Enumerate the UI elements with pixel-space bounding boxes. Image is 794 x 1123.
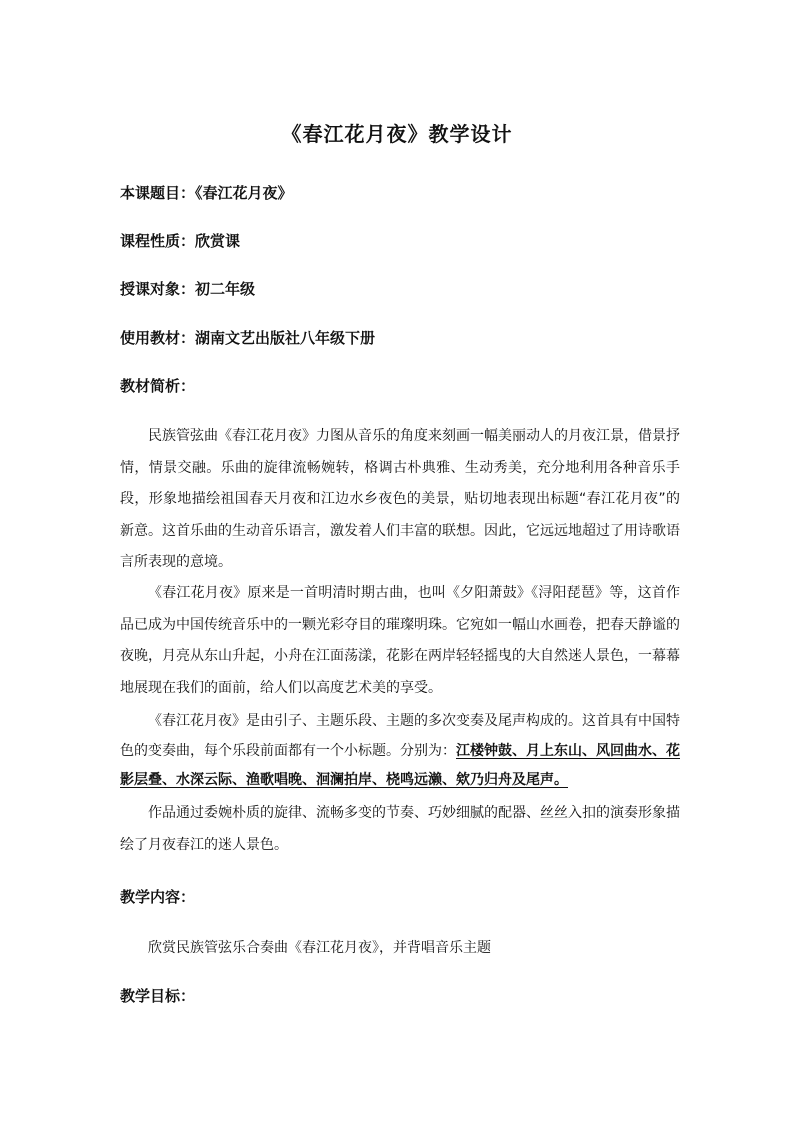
paragraph-3-intro: 《春江花月夜》是由引子、主题乐段、主题的多次变奏及尾声构成的。这首具有中国特色的变奏曲，每个乐段前面都有一个小标题。分别为： — [120, 713, 680, 759]
field-textbook-label: 使用教材： — [120, 329, 196, 347]
field-topic-value: 《春江花月夜》 — [195, 184, 293, 202]
field-course-type-value: 欣赏课 — [195, 232, 241, 250]
analysis-paragraph-1: 民族管弦曲《春江花月夜》力图从音乐的角度来刻画一幅美丽动人的月夜江景，借景抒情，情景交融。乐曲的旋律流畅婉转，格调古朴典雅、生动秀美，充分地利用各种音乐手段，形象地描绘祖国春天月夜和江边水乡夜色的美景，贴切地表现出标题“春江花月夜”的新意。这首乐曲的生动音乐语言，激发着人们丰富的联想。因此，它远远地超过了用诗歌语言所表现的意境。 — [120, 428, 680, 570]
goals-heading: 教学目标： — [120, 987, 196, 1005]
analysis-heading: 教材简析： — [120, 377, 196, 395]
content-text: 欣赏民族管弦乐合奏曲《春江花月夜》，并背唱音乐主题 — [148, 940, 491, 956]
analysis-paragraph-4: 作品通过委婉朴质的旋律、流畅多变的节奏、巧妙细腻的配器、丝丝入扣的演奏形象描绘了月夜春江的迷人景色。 — [120, 805, 680, 853]
document-title: 《春江花月夜》教学设计 — [281, 122, 513, 146]
field-audience-label: 授课对象： — [120, 280, 196, 298]
content-heading: 教学内容： — [120, 888, 196, 906]
field-topic — [120, 182, 293, 203]
field-audience — [120, 278, 255, 299]
field-course-type — [120, 230, 240, 251]
field-textbook — [120, 327, 375, 348]
field-course-type-label: 课程性质： — [120, 232, 196, 250]
field-textbook-value: 湖南文艺出版社八年级下册 — [195, 329, 376, 347]
analysis-paragraph-2: 《春江花月夜》原来是一首明清时期古曲，也叫《夕阳萧鼓》《浔阳琵琶》等，这首作品已成为中国传统音乐中的一颗光彩夺目的璀璨明珠。它宛如一幅山水画卷，把春天静谧的夜晚，月亮从东山升起，小舟在江面荡漾，花影在两岸轻轻摇曳的大自然迷人景色，一幕幕地展现在我们的面前，给人们以高度艺术美的享受。 — [120, 585, 680, 696]
field-audience-value: 初二年级 — [195, 280, 256, 298]
section-titles-list: 江楼钟鼓、月上东山、风回曲水、花影层叠、水深云际、渔歌唱晚、洄澜拍岸、桡鸣远濑、欸乃归舟及尾声。 — [120, 742, 680, 788]
field-topic-label: 本课题目： — [120, 184, 196, 202]
analysis-paragraph-3 — [120, 707, 680, 796]
